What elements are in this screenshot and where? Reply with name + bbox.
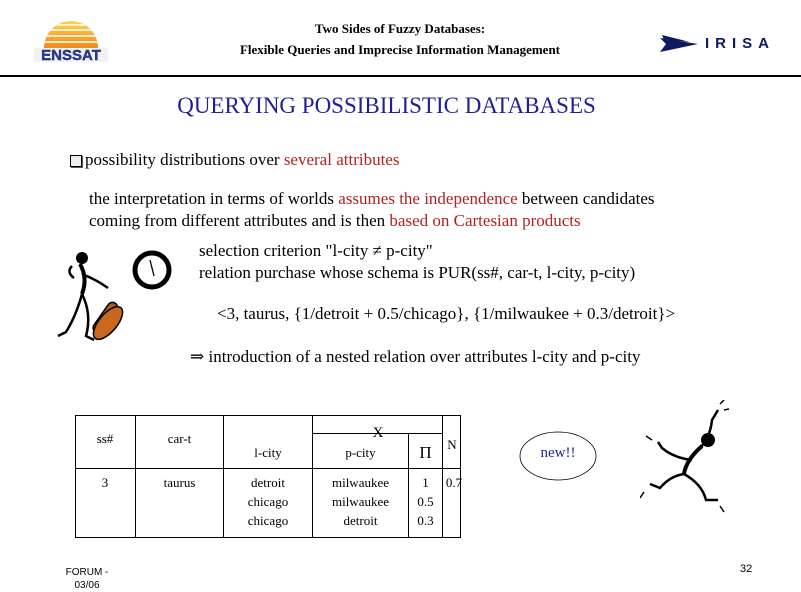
footer-line-1: FORUM - xyxy=(65,567,109,578)
page-number: 32 xyxy=(740,563,753,575)
lcity-value: chicago xyxy=(247,494,289,509)
pi-value: 1 xyxy=(422,475,429,490)
cell-lcity xyxy=(224,473,312,530)
enssat-logo xyxy=(30,12,112,70)
paragraph-highlight: based on Cartesian products xyxy=(389,211,581,230)
nested-relation-table xyxy=(75,415,465,538)
header-pi: Π xyxy=(419,443,432,462)
header-lcity: l-city xyxy=(254,445,282,460)
paragraph-text: between candidates xyxy=(517,189,655,208)
pcity-value: milwaukee xyxy=(331,475,390,490)
example-tuple: <3, taurus, {1/detroit + 0.5/chicago}, {1/milwaukee + 0.3/detroit}> xyxy=(217,304,676,323)
pcity-value: detroit xyxy=(343,513,378,528)
magnifier-figure-illustration xyxy=(52,248,192,348)
header-divider xyxy=(0,75,801,77)
svg-text:IRISA: IRISA xyxy=(705,35,775,52)
pi-value: 0.5 xyxy=(417,494,434,509)
lcity-value: chicago xyxy=(247,513,289,528)
new-badge-label: new!! xyxy=(540,445,576,461)
svg-text:ENSSAT: ENSSAT xyxy=(41,47,101,64)
example-line-2: relation purchase whose schema is PUR(ss#, car-t, l-city, p-city) xyxy=(199,263,636,282)
cell-n: 0.7 xyxy=(445,475,463,490)
paragraph-line-2 xyxy=(89,211,581,231)
header-car: car-t xyxy=(167,431,192,446)
paragraph-text: coming from different attributes and is then xyxy=(89,211,390,230)
jumping-figure-illustration xyxy=(640,400,730,520)
header-line-2: Flexible Queries and Imprecise Information Management xyxy=(239,42,561,57)
cell-car: taurus xyxy=(163,475,196,490)
footer-label xyxy=(57,566,117,592)
paragraph-line-1 xyxy=(89,189,655,209)
bullet-highlight: several attributes xyxy=(283,150,400,169)
header-x: X xyxy=(372,425,384,441)
header-n: N xyxy=(447,437,457,452)
paragraph-text: the interpretation in terms of worlds xyxy=(89,189,339,208)
paragraph-highlight: assumes the independence xyxy=(338,189,518,208)
cell-pcity xyxy=(313,473,408,530)
footer-line-2: 03/06 xyxy=(74,580,100,591)
slide-title: QUERYING POSSIBILISTIC DATABASES xyxy=(177,93,596,118)
header-pcity: p-city xyxy=(345,445,376,460)
pcity-value: milwaukee xyxy=(331,494,390,509)
lcity-value: detroit xyxy=(251,475,285,490)
checkbox-bullet-icon xyxy=(70,155,82,167)
bullet-line xyxy=(70,150,399,170)
pi-value: 0.3 xyxy=(417,513,434,528)
header-ss: ss# xyxy=(96,431,114,446)
conclusion-line: ⇒ introduction of a nested relation over attributes l-city and p-city xyxy=(190,347,641,366)
cell-pi xyxy=(409,473,442,530)
example-line-1: selection criterion "l-city ≠ p-city" xyxy=(199,241,433,260)
bullet-text: possibility distributions over xyxy=(85,150,284,169)
header-line-1: Two Sides of Fuzzy Databases: xyxy=(314,21,486,36)
cell-ss: 3 xyxy=(101,475,109,490)
